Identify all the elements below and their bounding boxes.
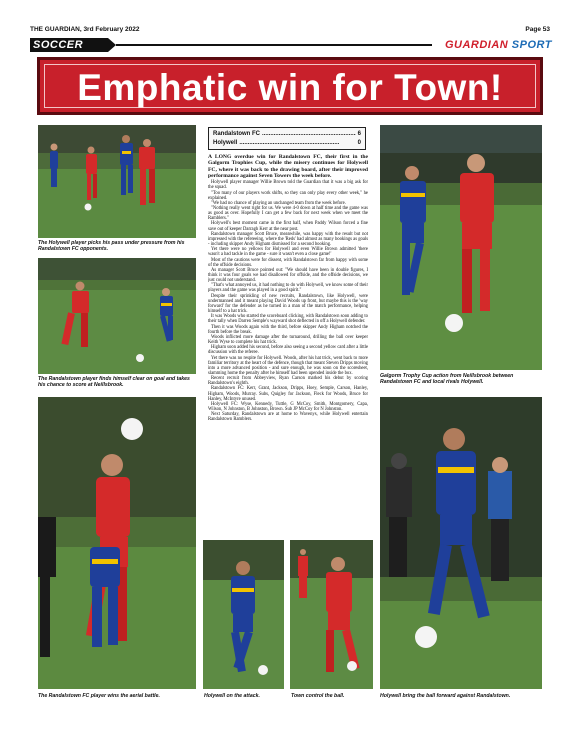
photo-aerial-battle (38, 397, 196, 689)
photo-aerial-battle-image (38, 397, 196, 689)
article-paragraph: Most of the cautions were for dissent, with Randalstown far from happy with some of the offside decisions. (208, 257, 368, 268)
photo-holywell-forward-image (380, 397, 542, 689)
page-masthead (30, 26, 550, 36)
score-team-home: Randalstown FC (213, 131, 261, 137)
article-paragraph: Holywell FC: Wyse, Kennedy, Tuttle, G McCoy, Smith, Montgomery, Capa, Wilson, N Johnston, B Johnston, Brown. Sub JP McCoy for N Johnston. (208, 401, 368, 413)
caption-photo2: The Randalstown player finds himself clear on goal and takes his chance to score at Neillsbrook. (38, 376, 190, 389)
article-paragraph: Then it was Woods again with the third, before skipper Andy Higham notched the fourth before the break. (208, 324, 368, 335)
section-label: SOCCER (30, 38, 108, 52)
article-paragraph: Holywell's best moment came in the first half, when Paddy Wilson forced a fine save out of keeper Darragh Kerr at the near post. (208, 221, 368, 232)
brand-sport: SPORT (511, 39, 552, 51)
headline-banner (37, 57, 543, 115)
photo-town-control (290, 540, 373, 689)
article-paragraph: Higham soon added his second, before also seeing a second yellow card after a little discussion with the referee. (208, 345, 368, 356)
article-paragraph: "That's what annoyed us, it had nothing to do with Holywell, we know some of their players and the game was played in a good spirit." (208, 283, 368, 294)
article-paragraph: Yet there were no yellows for Holywell and even Willie Brown admitted 'there wasn't a bad tackle in the game - sure it wasn't even a close game!' (208, 247, 368, 258)
article-paragraph: Recent recruit from Abbeyview, Ryan Carson marked his debut by scoring Randalstown's eighth. (208, 376, 368, 387)
photo-galgorm-action-image (380, 125, 542, 370)
photo-galgorm-action (380, 125, 542, 370)
page-number: Page 53 (525, 26, 550, 33)
photo-holywell-attack (203, 540, 284, 689)
caption-photo7: Holywell bring the ball forward against Randalstown. (380, 693, 511, 699)
caption-photo5: Town control the ball. (291, 693, 345, 699)
photo-randalstown-score (38, 258, 196, 374)
score-row-home (213, 130, 361, 139)
score-value-away: 0 (357, 140, 361, 146)
photo-randalstown-score-image (38, 258, 196, 374)
brand-guardian: GUARDIAN (444, 39, 509, 51)
caption-photo6: Galgorm Trophy Cup action from Neillsbrook between Randalstown FC and local rivals Holywell. (380, 373, 514, 386)
photo-holywell-attack-image (203, 540, 284, 689)
article-paragraph: Holywell player manager Willie Brown told the Guardian that it was a big ask for the squad. (208, 180, 368, 191)
article-paragraph: Randalstown manager Scott Bruce, meanwhile, was happy with the result but not impressed with the refereeing, where the 'Reds' had almost as many bookings as goals - including skipper Andy Higham dismissed for a second booking. (208, 231, 368, 248)
photo-holywell-forward (380, 397, 542, 689)
masthead-date: THE GUARDIAN, 3rd February 2022 (30, 26, 140, 33)
article-paragraph: "Nothing really went right for us. We were 4-0 down at half time and the game was as good as over. Hopefully I can get a few back for next week when we meet the Ramblers." (208, 205, 368, 222)
caption-photo3: The Randalstown FC player wins the aerial battle. (38, 693, 160, 699)
scoreline-box (208, 127, 366, 150)
photo-holywell-pass (38, 125, 196, 238)
article-paragraph: Woods inflicted more damage after the turnaround, drilling the ball over keeper Keith Wyse to complete his hat trick. (208, 334, 368, 346)
caption-photo1: The Holywell player picks his pass under pressure from his Randalstown FC opponents. (38, 240, 185, 253)
score-leader-dots (262, 130, 356, 139)
article-paragraphs (208, 180, 368, 422)
score-leader-dots (239, 139, 355, 148)
score-row-away (213, 139, 361, 148)
article-paragraph: "We had no chance of playing an unchanged team from the week before. (211, 200, 346, 206)
brand-logo (445, 38, 552, 52)
photo-town-control-image (290, 540, 373, 689)
article-paragraph: Randalstown FC: Kerr, Grant, Jackson, Dripps, Hoey, Semple, Carson, Hanley, Higham, Woods, Murray. Subs, Quigley for Jackson, Fleck for Woods, Bruce for Hanley, McIntyre unused. (208, 386, 368, 402)
score-team-away: Holywell (213, 140, 238, 146)
caption-photo4: Holywell on the attack. (204, 693, 260, 699)
article-body (208, 154, 368, 524)
section-divider (116, 44, 432, 46)
article-paragraph: Yet there was no respite for Holywell. Woods, after his hat trick, went back to more familiar territory at the heart of the defence, though that meant Steven Dripps moving into a more advanced position - and sure enough, he was soon on the scoresheet, slamming home the penalty after he himself had been upended inside the box. (208, 355, 368, 376)
article-paragraph: As manager Scott Bruce pointed out: "We should have been in double figures, I think it was four goals we had disallowed for offside, and the offside decisions, we just could not understand. (208, 267, 368, 284)
article-paragraph: It was Woods who started the scoreboard clicking, with Randalstown soon adding to their tally when Darren Semple's wayward shot deflected in off a Holywell defender. (208, 314, 368, 325)
article-paragraph: Despite their sprinkling of new recruits, Randalstown, like Holywell, were undermanned and it meant playing David Woods up front, but maybe this is the 'way forward' for the defender as he turned in a man of the match performance, helping himself to a hat trick. (208, 293, 368, 315)
score-value-home: 6 (357, 131, 361, 137)
section-bar (30, 38, 552, 52)
photo-holywell-pass-image (38, 125, 196, 238)
article-paragraph: Next Saturday, Randalstown are at home to Wavenys, while Holywell entertain Randalstown Ramblers. (208, 412, 368, 423)
section-arrow-icon (108, 38, 116, 52)
article-lead: A LONG overdue win for Randalstown FC, their first in the Galgorm Trophies Cup, while the misery continues for Holywell FC, where it was back to the drawing board, after their improved performance against Seven Towers the week before. (208, 154, 368, 179)
article-paragraph: "Too many of our players work shifts, so they can only play every other week," he explained. (208, 190, 368, 201)
page-title: Emphatic win for Town! (77, 67, 503, 108)
